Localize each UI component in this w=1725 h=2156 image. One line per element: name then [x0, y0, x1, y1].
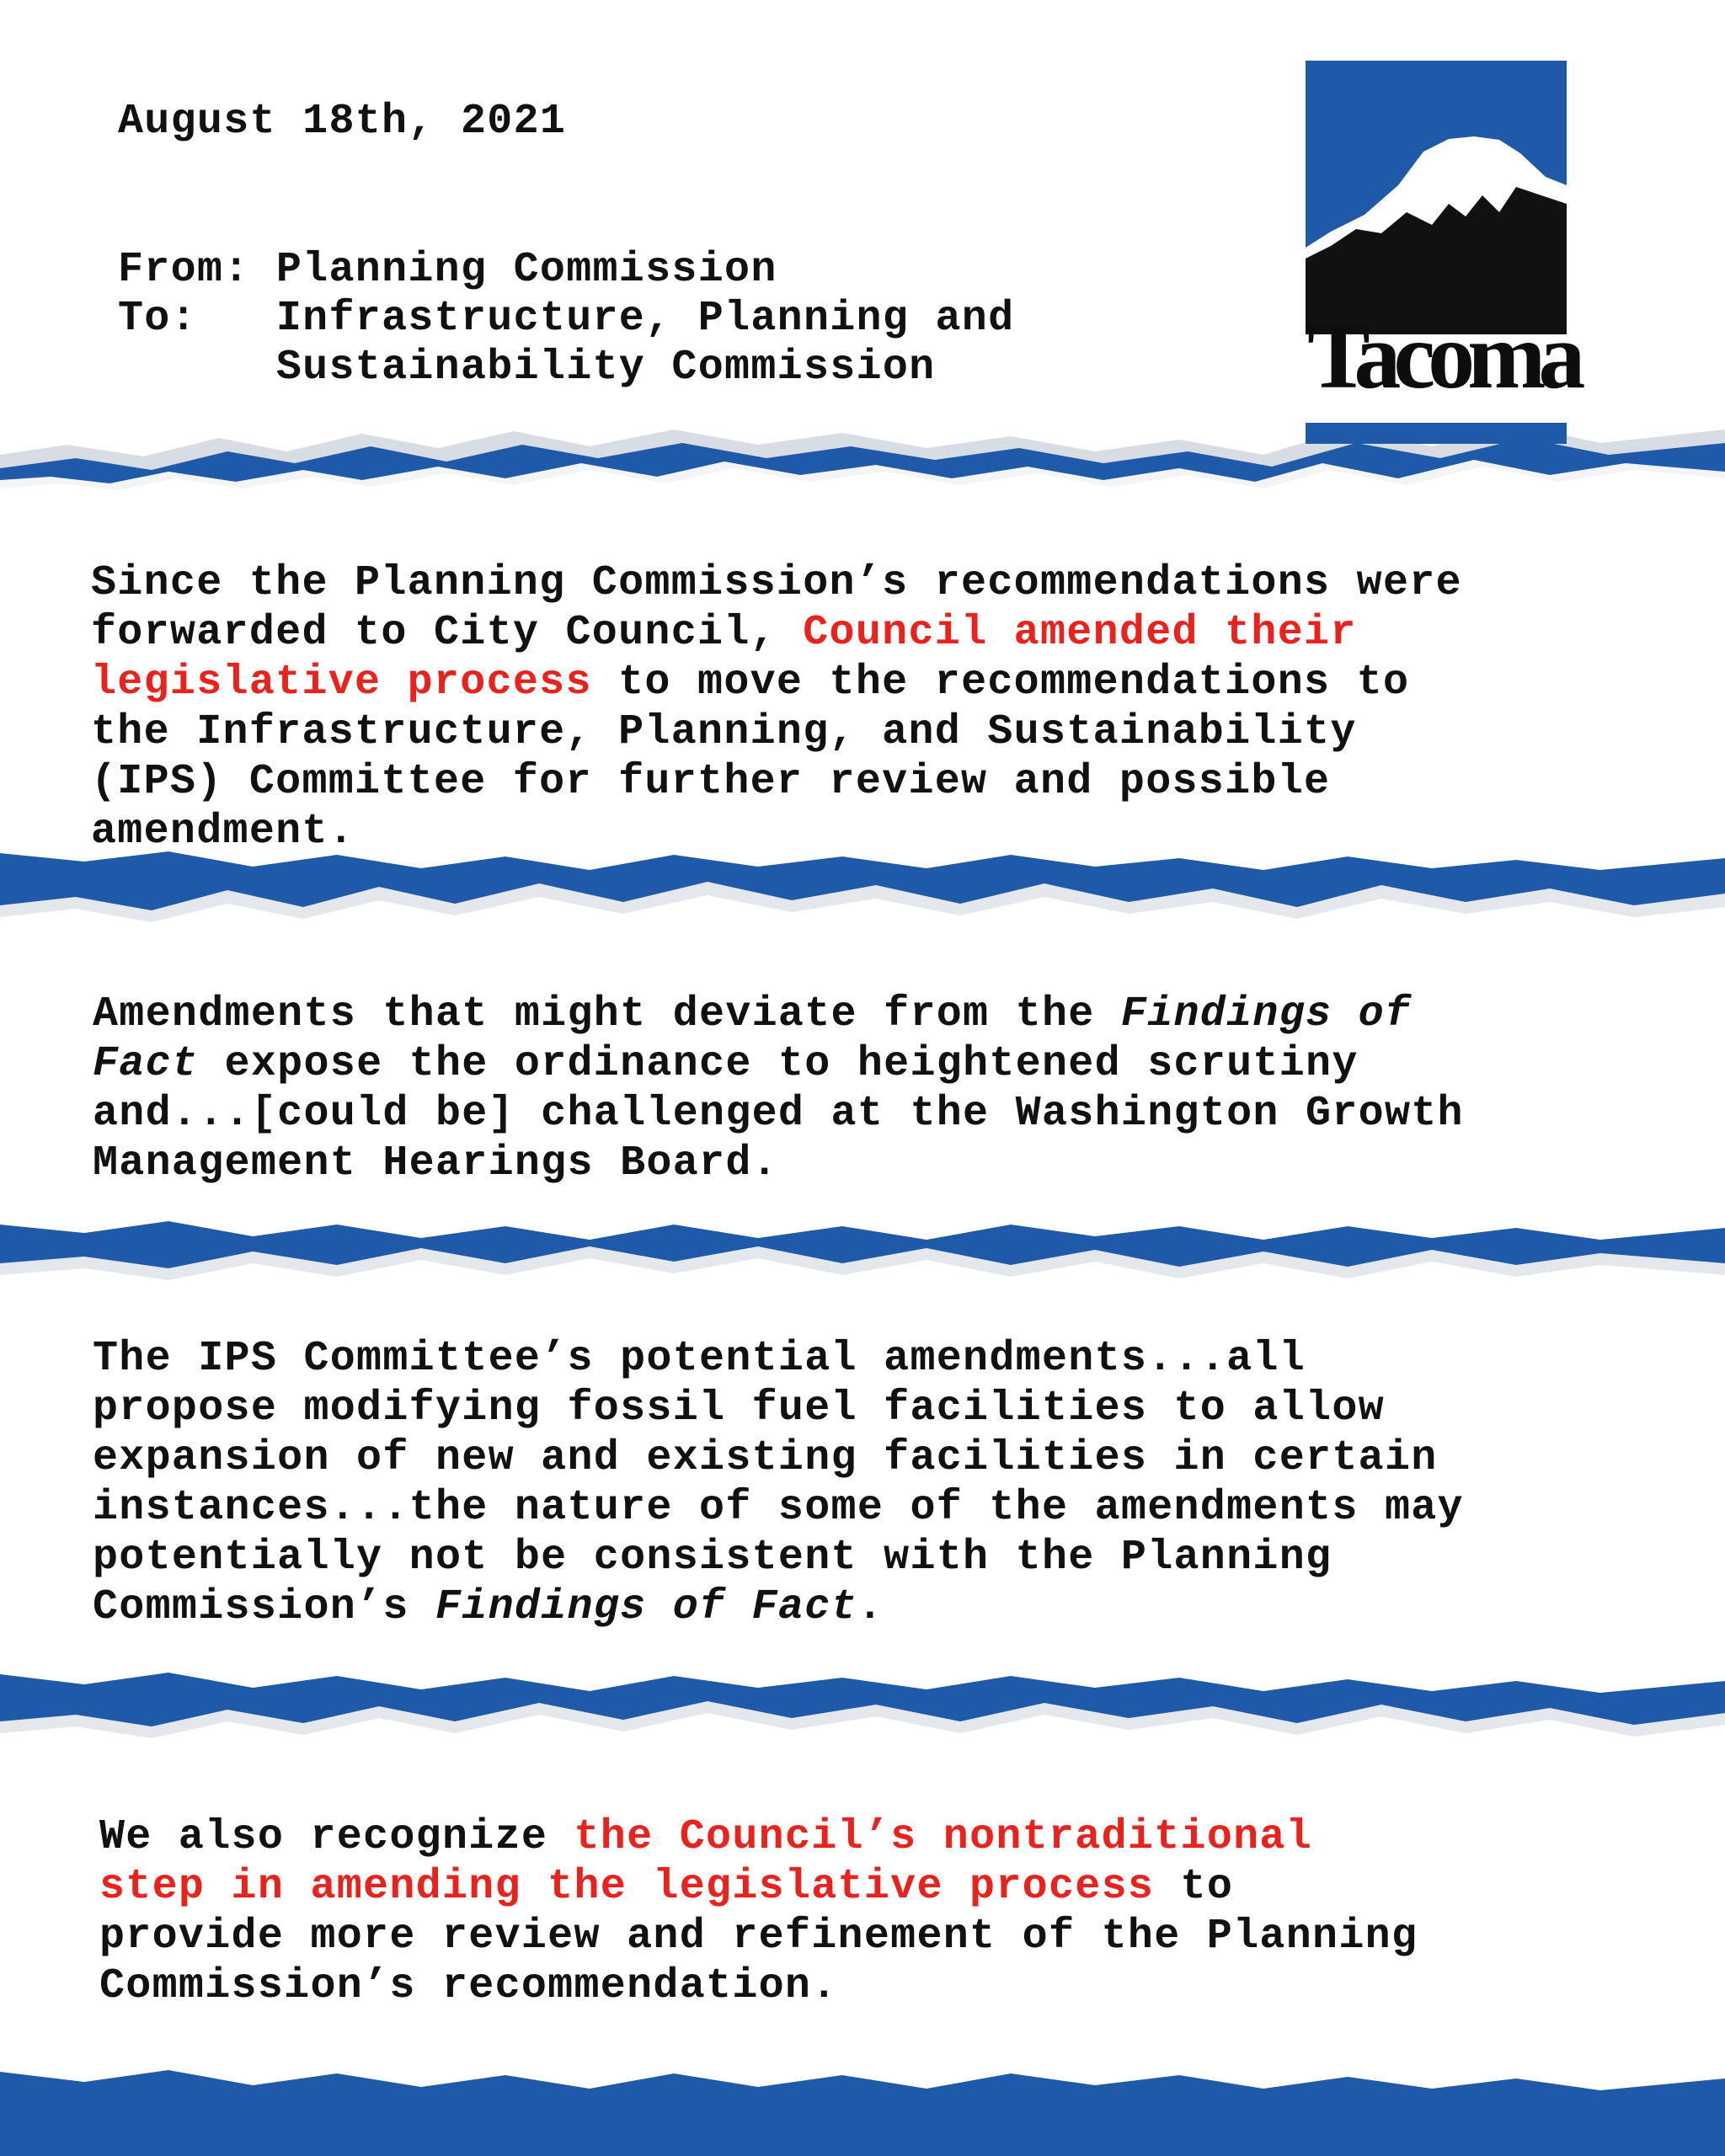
- torn-paper-band-4: [0, 1651, 1725, 1811]
- p4-line-2b: to: [1154, 1863, 1234, 1911]
- torn-paper-band-3: [0, 1196, 1725, 1339]
- p1-line-6: amendment.: [91, 808, 355, 856]
- letter-header: [118, 246, 1014, 392]
- p1-line-1: Since the Planning Commission’s recommendations were: [91, 559, 1462, 607]
- to-label: To:: [118, 295, 197, 343]
- p3-line-5: potentially not be consistent with the Planning: [93, 1534, 1332, 1582]
- torn-paper-band-5: [0, 2030, 1725, 2156]
- p2-italic-2: Fact: [93, 1040, 199, 1088]
- p2-line-3: and...[could be] challenged at the Washington Growth: [93, 1090, 1464, 1138]
- p3-line-1: The IPS Committee’s potential amendments...all: [93, 1335, 1306, 1383]
- p3-line-6a: Commission’s: [93, 1583, 435, 1631]
- p4-line-4: Commission’s recommendation.: [99, 1962, 838, 2010]
- p2-line-1a: Amendments that might deviate from the: [93, 990, 1121, 1038]
- from-value: Planning Commission: [275, 246, 777, 294]
- p3-italic: Findings of Fact: [435, 1583, 857, 1631]
- p2-line-2b: expose the ordinance to heightened scrutiny: [198, 1040, 1359, 1088]
- paragraph-findings-of-fact-quote: [93, 990, 1464, 1188]
- tacoma-wordmark: Tacoma: [1307, 304, 1578, 408]
- from-label: From:: [118, 246, 250, 294]
- to-value-line-1: Infrastructure, Planning and: [275, 295, 1015, 343]
- paragraph-nontraditional-step: [99, 1812, 1418, 2011]
- p3-line-3: expansion of new and existing facilities in certain: [93, 1434, 1438, 1482]
- p3-line-4: instances...the nature of some of the amendments may: [93, 1484, 1464, 1532]
- p4-highlight-1: the Council’s nontraditional: [574, 1813, 1313, 1861]
- paragraph-ips-committee-amendments: [93, 1334, 1464, 1632]
- p4-highlight-2: step in amending the legislative process: [99, 1863, 1155, 1911]
- letter-date: August 18th, 2021: [118, 98, 567, 146]
- p1-line-3b: to move the recommendations to: [591, 659, 1410, 707]
- p1-line-4: the Infrastructure, Planning, and Sustainability: [91, 708, 1357, 756]
- p2-italic-1: Findings of: [1120, 990, 1412, 1038]
- p1-highlight-1: Council amended their: [803, 609, 1357, 657]
- p4-line-1a: We also recognize: [99, 1813, 574, 1861]
- p1-highlight-2: legislative process: [91, 659, 592, 707]
- p1-line-5: (IPS) Committee for further review and possible: [91, 758, 1331, 806]
- p3-line-2: propose modifying fossil fuel facilities to allow: [93, 1385, 1385, 1433]
- paragraph-council-amended-process: [91, 558, 1462, 857]
- to-value-line-2: Sustainability Commission: [275, 344, 936, 392]
- p3-line-6c: .: [857, 1583, 884, 1631]
- p2-line-4: Management Hearings Board.: [93, 1139, 778, 1187]
- p1-line-2a: forwarded to City Council,: [91, 609, 804, 657]
- p4-line-3: provide more review and refinement of the Planning: [99, 1913, 1418, 1961]
